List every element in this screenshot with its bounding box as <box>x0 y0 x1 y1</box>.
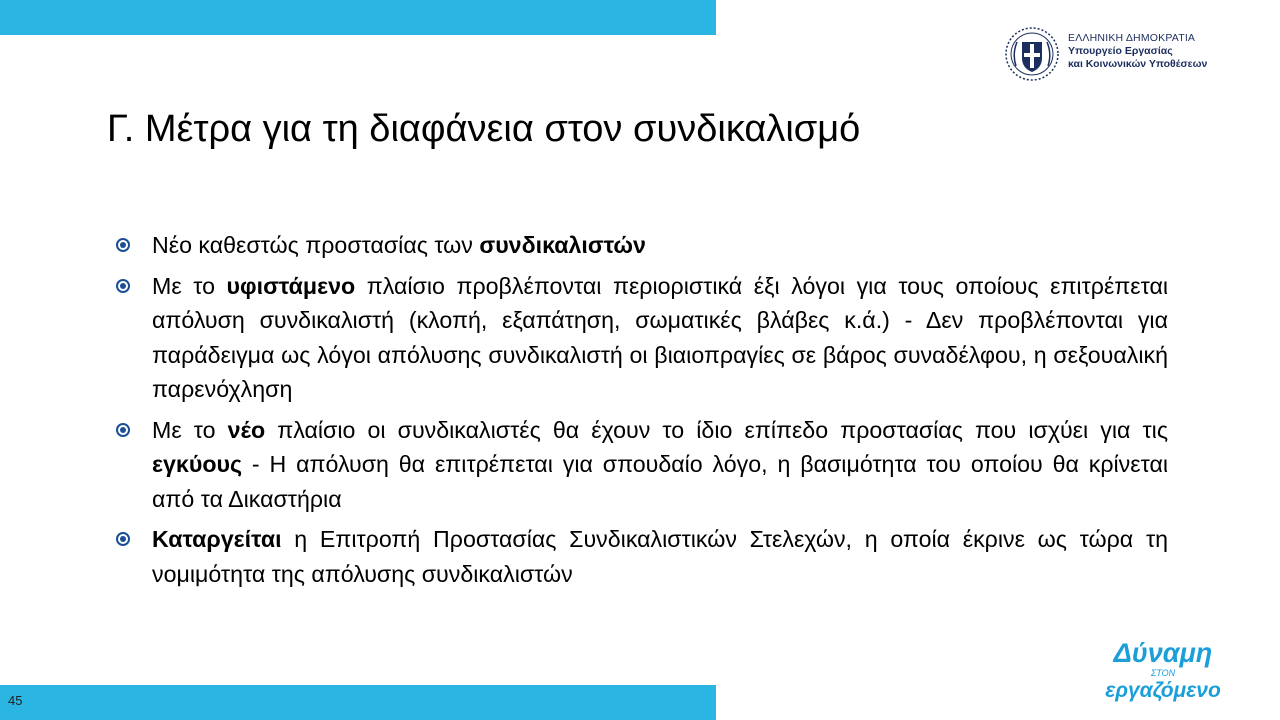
bullet-text-bold: Καταργείται <box>152 526 282 552</box>
bullet-list <box>116 228 1168 597</box>
bottom-accent-bar <box>0 685 716 720</box>
bullet-item <box>116 413 1168 517</box>
bullet-marker-icon <box>116 423 130 437</box>
greek-coat-of-arms-icon <box>1004 26 1060 82</box>
ministry-header <box>1004 26 1264 86</box>
bullet-marker-icon <box>116 238 130 252</box>
bullet-text-bold: υφιστάμενο <box>226 272 356 299</box>
ministry-line-2: και Κοινωνικών Υποθέσεων <box>1068 58 1208 70</box>
logo-word-3: εργαζόμενο <box>1105 679 1221 702</box>
bullet-item <box>116 522 1168 591</box>
slide-title: Γ. Μέτρα για τη διαφάνεια στον συνδικαλισμό <box>107 108 861 150</box>
bullet-text: η Επιτροπή Προστασίας Συνδικαλιστικών Στελεχών, η οποία έκρινε ως τώρα τη νομιμότητα της απόλυσης συνδικαλιστών <box>152 526 1168 587</box>
ministry-name <box>1068 32 1207 71</box>
logo-word-1: Δύναμη <box>1113 638 1213 668</box>
bullet-text: πλαίσιο οι συνδικαλιστές θα έχουν το ίδιο επίπεδο προστασίας που ισχύει για τις <box>265 416 1169 443</box>
bullet-text: Με το <box>152 416 228 443</box>
bullet-text-bold: συνδικαλιστών <box>479 232 646 258</box>
bullet-text: Νέο καθεστώς προστασίας των <box>152 232 480 258</box>
bullet-text: - Η απόλυση θα επιτρέπεται για σπουδαίο λόγο, η βασιμότητα του οποίου θα κρίνεται από τα Δικαστήρια <box>152 451 1168 512</box>
bullet-item <box>116 228 1168 263</box>
logo-word-2: ΣΤΟΝ <box>1150 668 1176 678</box>
bullet-text-bold: εγκύους <box>152 451 243 477</box>
bullet-text-bold: νέο <box>227 416 266 443</box>
bullet-item <box>116 269 1168 407</box>
bullet-text: πλαίσιο προβλέπονται περιοριστικά έξι λόγοι για τους οποίους επιτρέπεται απόλυση συνδικαλιστή (κλοπή, εξαπάτηση, σωματικές βλάβες κ.ά.) - Δεν προβλέπονται για παράδειγμα ως λόγοι απόλυσης συνδικαλιστή οι βιαιοπραγίες σε βάρος συναδέλφου, η σεξουαλική παρενόχληση <box>152 272 1168 402</box>
campaign-logo <box>1098 638 1228 710</box>
bullet-text: Με το <box>152 272 227 299</box>
top-accent-bar <box>0 0 716 35</box>
bullet-marker-icon <box>116 279 130 293</box>
ministry-line-1: Υπουργείο Εργασίας <box>1068 45 1173 57</box>
country-name: ΕΛΛΗΝΙΚΗ ΔΗΜΟΚΡΑΤΙΑ <box>1068 32 1196 44</box>
bullet-marker-icon <box>116 532 130 546</box>
page-number: 45 <box>8 693 23 708</box>
